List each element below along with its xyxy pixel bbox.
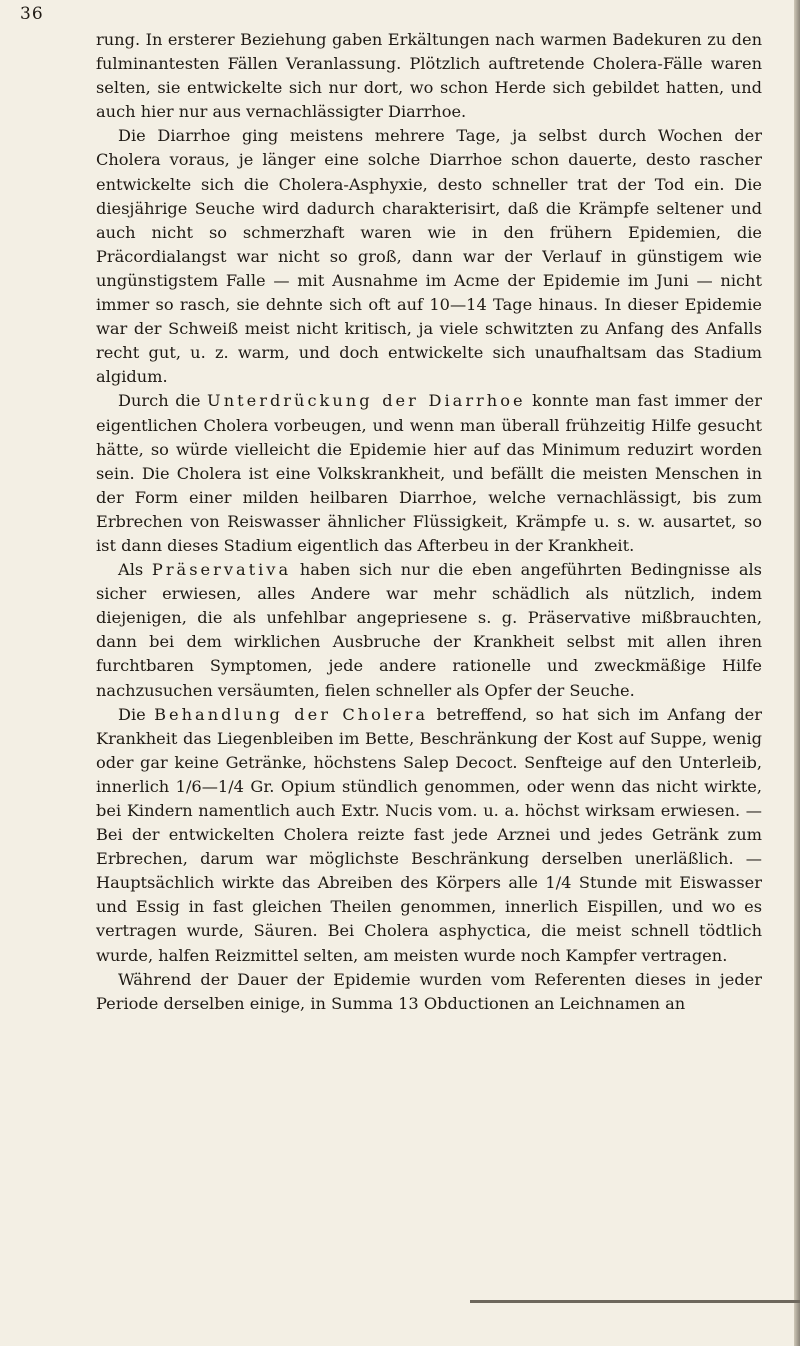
paragraph-3-body: konnte man fast immer der eigentlichen Cholera vorbeugen, und wenn man überall frühzeitig Hilfe gesucht hätte, so würde vielleicht die Epidemie hier auf das Minimum reduzirt worden sein. Die Cholera ist eine Volkskrankheit, und befällt die meisten Menschen in der Form einer milden heilbaren Diarrhoe, welche vernachlässigt, bis zum Erbrechen von Reiswasser ähnlicher Flüssigkeit, Krämpfe u. s. w. ausartet, so ist dann dieses Stadium eigentlich das Afterbeu in der Krankheit. <box>96 391 762 555</box>
paragraph-4-body: haben sich nur die eben angeführten Bedingnisse als sicher erwiesen, alles Andere war mehr schädlich als nützlich, indem diejenigen, die als unfehlbar angepriesene s. g. Präservative mißbrauchten, dann bei dem wirklichen Ausbruche der Krankheit selbst mit allen ihren furchtbaren Symptomen, jede andere rationelle und zweckmäßige Hilfe nachzusuchen versäumten, fielen schneller als Opfer der Seuche. <box>96 560 762 700</box>
bottom-scan-line <box>470 1300 800 1303</box>
paragraph-5-emphasis: Behandlung der Cholera <box>154 704 429 724</box>
paragraph-2-text: Die Diarrhoe ging meistens mehrere Tage, ja selbst durch Wochen der Cholera voraus, je länger eine solche Diarrhoe schon dauerte, desto rascher entwickelte sich die Cholera-Asphyxie, desto schneller trat der Tod ein. Die diesjährige Seuche wird dadurch charakterisirt, daß die Krämpfe seltener und auch nicht so schmerzhaft waren wie in den frühern Epidemien, die Präcordialangst war nicht so groß, dann war der Verlauf in günstigem wie ungünstigstem Falle — mit Ausnahme im Acme der Epidemie im Juni — nicht immer so rasch, sie dehnte sich oft auf 10—14 Tage hinaus. In dieser Epidemie war der Schweiß meist nicht kritisch, ja viele schwitzten zu Anfang des Anfalls recht gut, u. z. warm, und doch entwickelte sich unaufhaltsam das Stadium algidum. <box>96 126 762 387</box>
paragraph-3 <box>96 389 762 558</box>
paragraph-3-emphasis: Unterdrückung der Diarrhoe <box>207 391 526 411</box>
paragraph-5 <box>96 703 762 968</box>
page-number: 36 <box>20 4 44 24</box>
text-column <box>96 28 762 1016</box>
paragraph-5-body: betreffend, so hat sich im Anfang der Krankheit das Liegenbleiben im Bette, Beschränkung der Kost auf Suppe, wenig oder gar keine Getränke, höchstens Salep Decoct. Senfteige auf den Unterleib, innerlich 1/6—1/4 Gr. Opium stündlich genommen, oder wenn das nicht wirkte, bei Kindern namentlich auch Extr. Nucis vom. u. a. höchst wirksam erwiesen. — Bei der entwickelten Cholera reizte fast jede Arznei und jedes Getränk zum Erbrechen, darum war möglichste Beschränkung derselben unerläßlich. — Hauptsächlich wirkte das Abreiben des Körpers alle 1/4 Stunde mit Eiswasser und Essig in fast gleichen Theilen genommen, innerlich Eispillen, und wo es vertragen wurde, Säuren. Bei Cholera asphyctica, die meist schnell tödtlich wurde, halfen Reizmittel selten, am meisten wurde noch Kampfer vertragen. <box>96 704 762 965</box>
paragraph-3-lead: Durch die <box>118 391 208 411</box>
paragraph-5-lead: Die <box>118 704 155 724</box>
paragraph-4-emphasis: Präservativa <box>151 560 292 580</box>
paragraph-4-lead: Als <box>118 560 152 580</box>
paragraph-4 <box>96 558 762 703</box>
paragraph-6-text: Während der Dauer der Epidemie wurden vom Referenten dieses in jeder Periode derselben einige, in Summa 13 Obductionen an Leichnamen an <box>96 969 762 1013</box>
paragraph-1-text: rung. In ersterer Beziehung gaben Erkältungen nach warmen Badekuren zu den fulminantesten Fällen Veranlassung. Plötzlich auftretende Cholera-Fälle waren selten, sie entwickelte sich nur dort, wo schon Herde sich gebildet hatten, und auch hier nur aus vernachlässigter Diarrhoe. <box>96 30 762 122</box>
paragraph-1 <box>96 28 762 124</box>
paragraph-6 <box>96 968 762 1016</box>
paragraph-2 <box>96 124 762 389</box>
page-edge-shadow <box>794 0 800 1346</box>
